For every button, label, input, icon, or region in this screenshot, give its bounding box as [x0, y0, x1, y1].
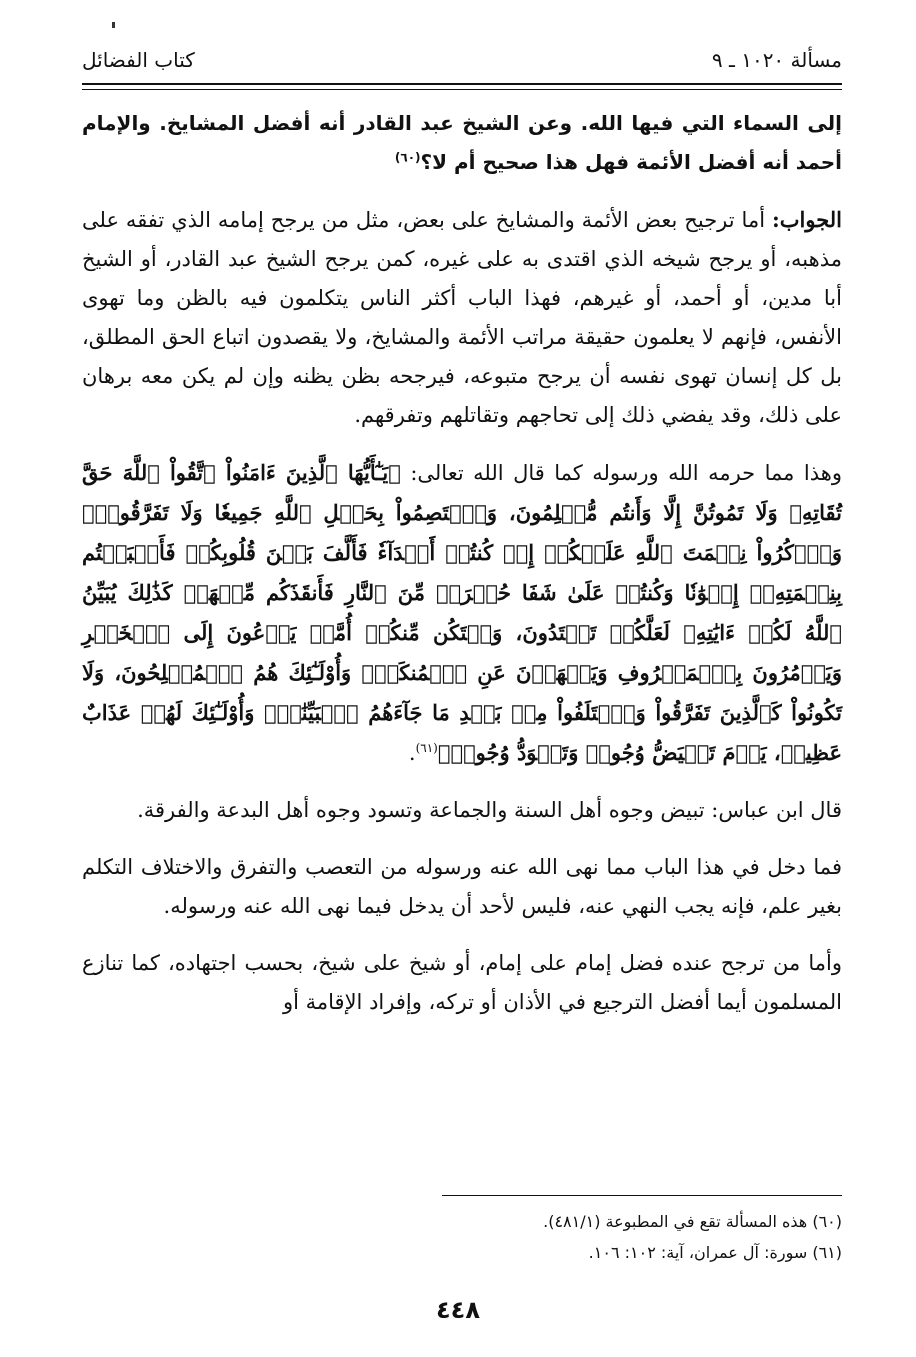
page-number: ٤٤٨	[436, 1296, 480, 1324]
question-text: إلى السماء التي فيها الله. وعن الشيخ عبد القادر أنه أفضل المشايخ. والإمام أحمد أنه أفضل الأئمة فهل هذا صحيح أم لا؟	[82, 111, 842, 174]
header-book-title: كتاب الفضائل	[82, 48, 195, 72]
footnote-separator	[442, 1195, 842, 1196]
ibn-abbas-paragraph	[82, 791, 842, 830]
footnote-ref-60: (٦٠)	[394, 150, 421, 165]
quran-verse: ﴿يَـٰٓأَيُّهَا ٱلَّذِينَ ءَامَنُواْ ٱتَّقُواْ ٱللَّهَ حَقَّ تُقَاتِهِۦ وَلَا تَمُوتُنَّ إِلَّا وَأَنتُم مُّسۡلِمُونَ، وَٱعۡتَصِمُواْ بِحَبۡلِ ٱللَّهِ جَمِيعٗا وَلَا تَفَرَّقُواْۚ وَٱذۡكُرُواْ نِعۡمَتَ ٱللَّهِ عَلَيۡكُمۡ إِذۡ كُنتُمۡ أَعۡدَآءٗ فَأَلَّفَ بَيۡنَ قُلُوبِكُمۡ فَأَصۡبَحۡتُم بِنِعۡمَتِهِۦٓ إِخۡوَٰنٗا وَكُنتُمۡ عَلَىٰ شَفَا حُفۡرَةٖ مِّنَ ٱلنَّارِ فَأَنقَذَكُم مِّنۡهَاۗ كَذَٰلِكَ يُبَيِّنُ ٱللَّهُ لَكُمۡ ءَايَٰتِهِۦ لَعَلَّكُمۡ تَهۡتَدُونَ، وَلۡتَكُن مِّنكُمۡ أُمَّةٞ يَدۡعُونَ إِلَى ٱلۡخَيۡرِ وَيَأۡمُرُونَ بِٱلۡمَعۡرُوفِ وَيَنۡهَوۡنَ عَنِ ٱلۡمُنكَرِۚ وَأُوْلَـٰٓئِكَ هُمُ ٱلۡمُفۡلِحُونَ، وَلَا تَكُونُواْ كَٱلَّذِينَ تَفَرَّقُواْ وَٱخۡتَلَفُواْ مِنۢ بَعۡدِ مَا جَآءَهُمُ ٱلۡبَيِّنَٰتُۚ وَأُوْلَـٰٓئِكَ لَهُمۡ عَذَابٌ عَظِيمٞ، يَوۡمَ تَبۡيَضُّ وُجُوهٞ وَتَسۡوَدُّ وُجُوهٞ﴾	[82, 460, 842, 765]
footnote-ref-61: (٦١)	[415, 741, 438, 755]
prohibition-text: فما دخل في هذا الباب مما نهى الله عنه ورسوله من التعصب والتفرق والاختلاف التكلم بغير علم، فإنه يجب النهي عنه، فليس لأحد أن يدخل فيما نهى الله عنه ورسوله.	[82, 855, 842, 918]
preference-paragraph	[82, 944, 842, 1022]
print-speck	[112, 22, 115, 28]
preference-text: وأما من ترجح عنده فضل إمام على إمام، أو شيخ على شيخ، بحسب اجتهاده، كما تنازع المسلمون أيما أفضل الترجيع في الأذان أو تركه، وإفراد الإقامة أو	[82, 951, 842, 1014]
footnote-60: (٦٠) هذه المسألة تقع في المطبوعة (٤٨١/١).	[543, 1212, 842, 1231]
verse-end: .	[408, 741, 416, 765]
header-rule-thin	[82, 89, 842, 90]
main-text	[82, 104, 842, 1040]
footnote-61: (٦١) سورة: آل عمران، آية: ١٠٢: ١٠٦.	[588, 1243, 842, 1262]
header-rule-thick	[82, 83, 842, 85]
ibn-abbas-text: قال ابن عباس: تبيض وجوه أهل السنة والجماعة وتسود وجوه أهل البدعة والفرقة.	[137, 798, 842, 822]
answer-lead: الجواب:	[772, 207, 842, 232]
prohibition-paragraph	[82, 848, 842, 926]
question-paragraph	[82, 104, 842, 182]
running-header	[82, 40, 842, 74]
answer-text: أما ترجيح بعض الأئمة والمشايخ على بعض، مثل من يرجح إمامه الذي تفقه على مذهبه، أو يرجح شيخه الذي اقتدى به على غيره، كمن يرجح الشيخ عبد القادر، أو الشيخ أبا مدين، أو أحمد، أو غيرهم، فهذا الباب أكثر الناس يتكلمون فيه بالظن وما تهوى الأنفس، فإنهم لا يعلمون حقيقة مراتب الأئمة والمشايخ، ولا يقصدون اتباع الحق المطلق، بل كل إنسان تهوى نفسه أن يرجح متبوعه، فيرجحه بظن يظنه وإن لم يكن معه برهان على ذلك، وقد يفضي ذلك إلى تحاجهم وتقاتلهم وتفرقهم.	[82, 208, 842, 427]
verse-paragraph	[82, 453, 842, 773]
header-issue-number: مسألة ١٠٢٠ ـ ٩	[711, 48, 842, 72]
verse-intro: وهذا مما حرمه الله ورسوله كما قال الله تعالى:	[410, 461, 842, 485]
answer-paragraph	[82, 200, 842, 435]
footnotes	[82, 1206, 842, 1268]
